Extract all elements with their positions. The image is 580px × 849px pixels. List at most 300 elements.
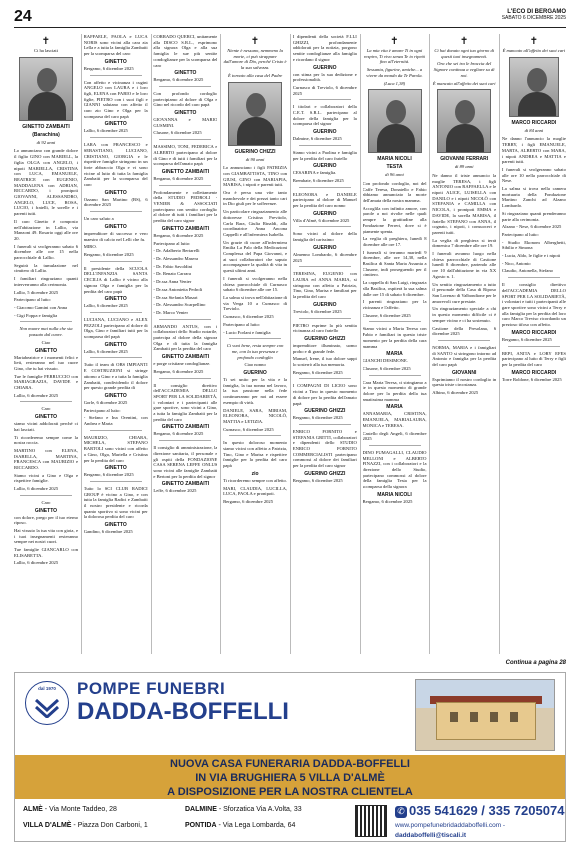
divider <box>299 99 351 100</box>
address-villa-dalme: VILLA D'ALMÈ - Piazza Don Carboni, 1 <box>23 822 148 829</box>
notice-name: GUERINO <box>243 370 267 377</box>
notice-text: - Lucio Forlani e famiglia <box>223 329 271 335</box>
notice-text: Ci vuoi bene, resta sempre con me, con la tua presenza e profondo cordoglio <box>226 343 284 360</box>
deceased-age: di 96 anni <box>385 172 404 178</box>
notice-text: Il consiglio direttivo dell'ACCADEMIA DELLO SPORT PER LA SOLIDARIETÀ, i volontari e i partecipanti alle gare sportive, sono vicini a Gino, a tutta la famiglia Zambaiti per la perdita del caro <box>153 382 218 422</box>
notice-name: GIOVANNI <box>452 369 477 376</box>
notice-text: Ora è persa una vite tanto manchevole e dei prezzi tanto cari in Dio giuli per le sofferenze. <box>223 190 288 207</box>
notice-text: È tornato alla casa del Padre <box>227 72 283 78</box>
qr-code-icon[interactable] <box>355 805 387 837</box>
notice-text: Con profondo cordoglio partecipiamo al dolore di Olga e Gino nel ricordo del caro papà <box>153 90 218 108</box>
notice-text: Partecipano al lutto: <box>83 407 121 413</box>
funeral-ad <box>14 672 566 842</box>
notice-text: Curnasco, 6 dicembre 2025 <box>223 426 274 432</box>
notice-text: Ti ricorderemo sempre con affetto. <box>223 477 288 483</box>
divider <box>159 440 211 441</box>
ad-contacts <box>15 801 565 842</box>
notice-text: con stima per la sua dedizione e professionalità. <box>292 71 357 83</box>
notice-text: - Dr.ssa Anna Venier <box>153 279 192 285</box>
notice-text: con dolore, prego per il tuo eterno riposo. <box>14 514 78 526</box>
notice-text: Ozzano San Martino (BS), 6 dicembre 2025 <box>83 196 148 208</box>
notice-text: Ti ricorderemo sempre come la nostra roccia. <box>14 434 78 446</box>
ad-banner-line: A DISPOSIZIONE PER LA NOSTRA CLIENTELA <box>167 786 413 798</box>
notice-text: ENRICO FORNITO e STEFANIA GRITTI, collaboratori e dipendenti dello STUDIO ENRICO FORNITO COMMERCIALISTI partecipano commossi al dolore dei familiari per la perdita del caro signor <box>292 428 357 469</box>
notice-text: Partecipano al lutto: <box>501 231 539 237</box>
notice-text: Tutto il team di OBS IMPIANTI E COSTRUZIONI si stringe attorno a Gino e a tutta la famiglia Zambaiti, condividendo il dolore per questo grande perdita di <box>83 362 148 391</box>
chevron-logo-icon <box>34 698 60 718</box>
notice-name: GINETTO <box>104 465 127 472</box>
divider <box>90 357 142 358</box>
divider <box>159 139 211 140</box>
divider <box>299 378 351 379</box>
notice-name: GINETTO <box>174 70 197 77</box>
notice-text: Ti sei unito per la vita e la famiglia, la tua nonna nel lavoro, la tua passione nella fede continueranno per noi ad essere esempio di virtù. <box>223 377 288 405</box>
address-dalmine: DALMINE - Sforzatica Via A.Volta, 33 <box>185 806 302 813</box>
notice-text: Bergamo, 6 dicembre 2025 <box>153 175 204 181</box>
notice-name: GINETTO <box>104 296 127 303</box>
notice-text: I dipendenti della società F.LLI GHIZZI, profondamente addolorati per la notizia, porgono sentite condoglianze alla famiglia e ricordano il signor <box>292 34 357 62</box>
portrait-photo <box>368 89 422 153</box>
ad-brand-line2: DADDA-BOFFELLI <box>77 698 289 725</box>
address-alme: ALMÈ - Via Monte Taddeo, 28 <box>23 806 117 813</box>
notice-text: - Dr.ssa Antonietta Pedroli <box>153 286 203 292</box>
notice-text: Curnasco di Treviolo, 6 dicembre 2025 <box>292 84 357 96</box>
column-separator <box>81 34 82 654</box>
notice-text: La veglia di preghiera si terrà domenica 7 dicembre alle ore 19. <box>432 237 497 249</box>
notice-text: Leffe, 6 dicembre 2025 <box>153 488 197 494</box>
divider <box>369 445 421 446</box>
notice-text: Partecipano al lutto: <box>223 321 261 327</box>
notice-name: GINETTO ZAMBAITI <box>161 481 210 488</box>
notice-text: La salma si trova nella camera mortuaria della Fondazione Martino Zanchi ad Alzano Lombardo. <box>501 186 566 209</box>
notice-name: GINETTO ZAMBAITI <box>161 354 210 361</box>
newspaper-name: L'ECO DI BERGAMO <box>507 9 566 15</box>
notice-name: GUERINO GHIZZI <box>304 408 346 415</box>
notice-text: imprenditore di successo e vero maestro di calcio nel Lelli che fu. <box>83 230 148 242</box>
notice-text: Sono vicini al dolore della famiglia del carissimo <box>292 231 357 243</box>
notice-text: I funerali si svolgeranno sabato 6 dicembre alle ore 15 nella parrocchiale di Lallio. <box>14 243 78 261</box>
notice-text: - Dr. Renato Carrara <box>153 271 191 277</box>
notice-name: GINETTO <box>34 414 58 421</box>
notice-name: GUERINO <box>313 244 337 251</box>
notice-text: LUCIANA, LUCIANO e ALEX PEZZOLI partecipano al dolore di Olga, Gino e familiari tutti per la scomparsa del papà <box>83 316 148 340</box>
deceased-age: di 84 anni <box>524 127 544 133</box>
notice-text: Accoglila con infinito amore, con parole a noi rivolte nelle quali sempre la gratitudine alla Fondazione Ferreri, dove si è piamente spenta. <box>362 205 427 234</box>
notice-text: Albino, 6 dicembre 2025 <box>432 390 479 396</box>
building-window <box>450 712 458 722</box>
obituary-columns <box>14 34 566 654</box>
notice-text: e porge cristiane condoglianze. <box>153 361 211 367</box>
notice-text: Ora che sei tra le braccia del Signore continua a vegliare su di noi. <box>433 61 495 78</box>
column-separator <box>499 34 500 654</box>
notice-text: Profondamente e collettamente della STUDIO PEDROLI - VENIER & ASSOCIATI partecipano con sentito cordoglio al dolore di tutti i familiari per la perdita del caro signor <box>153 189 218 224</box>
notice-text: Lallio, 6 dicembre 2025 <box>83 348 128 354</box>
notice-name: GINETTO <box>104 121 127 128</box>
notice-text: - Dr. Alessandro Masera <box>153 255 199 261</box>
notice-text: Il consiglio di amministrazione, la direzione sanitaria, il personale e gli ospiti della FONDAZIONE CASA SERENA LEFFE ONLUS sono vicini alle famiglie Zambaiti e Bertoni per la perdita del signor <box>153 445 218 479</box>
notice-text: Tue famiglie GIANCARLO con ELISABETTA. <box>14 547 78 558</box>
notice-text: Almenno Lombardo, 6 dicembre 2025 <box>292 251 357 263</box>
notice-text: Bergamo, 6 dicembre 2025 <box>83 472 134 478</box>
deceased-age: di 92 anni <box>36 139 56 145</box>
divider <box>299 145 351 146</box>
notice-text: I funerali avranno luogo nella chiesa parrocchiale di Castione lunedì 8 dicembre, partendo alle ore 10 dall'abitazione in via XX Agosto n. 1. <box>432 251 497 279</box>
ad-brand-line1: POMPE FUNEBRI <box>77 679 226 698</box>
page-header <box>14 8 566 28</box>
divider <box>299 266 351 267</box>
building-window <box>470 712 478 722</box>
notice-text: Siamo vicini a Maria Teresa con Fabio e familiari in questo triste momento per la perdita della cara mamma <box>362 326 427 349</box>
phone-icon: ✆ <box>395 806 407 818</box>
cross-icon: ✝ <box>41 36 51 47</box>
column-separator <box>429 34 430 654</box>
ad-phones: ✆ 035 541629 / 335 7205074 <box>395 803 564 819</box>
divider <box>369 321 421 322</box>
building-window <box>510 712 518 722</box>
page-number: 24 <box>14 8 32 25</box>
notice-text: - Dr. Alessandro Scarpellino <box>153 302 206 308</box>
notice-text: Brembate, 6 dicembre 2025 <box>292 177 344 183</box>
notice-text: MAURIZIO, CHIARA, MICHELA, STEFANO BARTOLI sono vicini con affetto a Gino, Olga, Mariella e Cristina per la perdita del caro <box>83 434 148 463</box>
divider <box>229 435 281 436</box>
notice-text: MARI, CLAUDIA, LUCILLA, LUCA, PAOLA e pronipoti. <box>223 485 288 497</box>
notice-text: I parenti ringraziano per la vicinanza e l'affetto. <box>362 299 427 310</box>
notice-text: Esprimiamo il nostro cordoglio in questa triste circostanza. <box>432 376 497 388</box>
divider <box>90 430 142 431</box>
notice-text: Treviolo, 6 dicembre 2025 <box>292 308 342 314</box>
notice-text: Caro <box>41 406 51 412</box>
notice-text: Lallio, 6 dicembre 2025 <box>14 560 59 566</box>
notice-text: BEPI, ANITA e LORY EFES partecipano al lutto di Terry e figli per la perdita del caro <box>501 350 566 367</box>
notice-text: NORMA, MARIA e i famigliari di SANTO si stringono intorno ad Antonio e famiglia per la perdita del caro papà <box>432 344 497 368</box>
notice-name: GINETTO <box>104 189 127 196</box>
obituary-column <box>502 34 566 654</box>
divider <box>159 86 211 87</box>
notice-text: - Dr. Adalberto Bertarelli <box>153 248 200 254</box>
notice-name: GUERINO GHIZZI <box>304 470 346 477</box>
notice-name: MARIA NICOLI <box>377 491 412 498</box>
cross-icon: ✝ <box>459 36 469 47</box>
deceased-age: di 90 anni <box>245 156 265 162</box>
notice-text: Caro <box>41 499 51 505</box>
notice-name: MARCO RICCARDI <box>511 369 557 376</box>
notice-text: Lallio, 5 dicembre 2025 <box>14 289 59 295</box>
notice-text: Ne danno l'annuncio la moglie TERRY, i figli EMANUELE, MARTA, ALBERTO con MARA, i nipoti ANDREA e MATTIA e parenti tutti. <box>501 136 566 165</box>
notice-text: Bergamo, 6 dicembre 2025 <box>153 77 204 83</box>
divider <box>508 277 560 278</box>
ad-logo <box>25 681 69 725</box>
notice-text: Con profondo cordoglio, noi del Caffe Teresa, Donatello e Fabio abbiamo annunciato la morte dell'amata della nostra mamma. <box>362 180 427 204</box>
divider <box>90 137 142 138</box>
ad-web[interactable]: www.pompefunebridaddaboffelli.com - daddaboffelli@tiscali.it <box>395 822 506 839</box>
divider <box>438 340 490 341</box>
notice-text: Con affetto e vicinanza i cugini ANGELO con LAURA e i loro figli, ELENA con FABIO e le loro figlie, PIETRO con i suoi figli e GIANNI salutano con affetto il caro zio Gino e Olga per la scomparsa del caro papà <box>83 79 148 119</box>
obituary-column <box>293 34 357 654</box>
notice-text: ARMANDO ANTUS, con i collaboratori dello Studio notarile, partecipa al dolore della signora Olga e di tutta la famiglia Zambaiti per la perdita del caro <box>153 323 218 352</box>
deceased-name: GIOVANNI FERRARI <box>440 156 489 163</box>
divider <box>90 312 142 313</box>
divider <box>299 187 351 188</box>
notice-text: Il consiglio direttivo dell'ACCADEMIA DELLO SPORT PER LA SOLIDARIETÀ, i volontari e tutti i partecipanti alle gare sportive sono vicini a Terry e alla famiglia per la perdita del loro caro Marco Treviso ricordando un prezioso tifoso con affetto. <box>501 282 566 328</box>
obituary-column <box>14 34 78 654</box>
ad-email: daddaboffelli@tiscali.it <box>395 832 466 839</box>
notice-text: Un grazie di cuore all'infermiera Emilia La Palo della Medicazioni Complessa del Papa Giovanni, e ai suoi collaboratori che saputo accompagnare la qualità di vita in questi ultimi anni. <box>223 239 288 274</box>
notice-name: GINETTO <box>34 347 58 354</box>
notice-text: Torre Boldone, 6 dicembre 2025 <box>501 376 562 382</box>
column-separator <box>290 34 291 654</box>
notice-text: ELEONORA e DANIELE partecipano al dolore di Manuel per la perdita del caro nonno <box>292 191 357 209</box>
notice-text: I COMPAGNI DI LICEO sono vicini a Tino in questo momento di dolore per la perdita dell'amato papà <box>292 383 357 406</box>
divider <box>159 319 211 320</box>
notice-text: Non muore mai nulla che sia passato dal cuore. <box>19 326 73 338</box>
column-separator <box>220 34 221 654</box>
notice-text: È mancato all'affetto dei suoi cari <box>502 48 566 53</box>
ad-banner-line: IN VIA BRUGHIERA 5 VILLA D'ALMÈ <box>195 772 385 784</box>
divider <box>159 185 211 186</box>
notice-text: TERESINA, EUGENIO con LAURA ed ANNA MARIA, si stringono con affetto a Patrizia, Tino, Gino, Marisa e familiari per la perdita del caro <box>292 271 357 300</box>
notice-text: Hai vissuto la tua vita con gioia, e i tuoi insegnamenti resteranno sempre nei nostri cuori. <box>14 527 78 545</box>
divider <box>90 481 142 482</box>
notice-text: Castello degli Angeli, 6 dicembre 2025 <box>362 430 427 442</box>
notice-text: Clusone, 6 dicembre 2025 <box>362 365 411 371</box>
notice-text: I funerali si svolgeranno nella chiesa parrocchiale di Curnasco sabato 6 dicembre alle ore 15. <box>223 275 288 293</box>
notice-name: GINETTO <box>104 522 127 529</box>
divider <box>20 401 72 402</box>
notice-text: Siamo vicini a Gino e Olga e rispettive famiglie. <box>14 472 78 484</box>
notice-text: Un particolare ringraziamento alle dottoresse Cristina Previtolo, Carla Bara, Giulia Rinaldi, alla coordinatrice Anna Ancona Cappelli e all'infermiera Isabella. <box>223 209 288 237</box>
portrait-photo <box>228 82 282 146</box>
notice-name: GUERINO <box>313 64 337 71</box>
notice-text: I funerali si terranno martedì 9 dicembre, alle ore 14,30, nella Basilica di Santa Maria Assunta a Clusone, indi proseguendo per il cimitero. <box>362 249 427 278</box>
notice-text: Gandino, 6 dicembre 2025 <box>83 529 133 535</box>
notice-text: Lallio, 6 dicembre 2025 <box>83 128 128 134</box>
notice-name: GUERINO <box>313 210 337 217</box>
notice-text: La mia vita è amare Ti in ogni respiro, Ti vivo senza Te io ripetò fino all'eternità. <box>363 48 426 65</box>
notice-text: Partecipano al lutto: <box>14 297 51 303</box>
deceased-name: MARCO RICCARDI <box>511 119 557 126</box>
notice-text: Bergamo, 6 dicembre 2025 <box>292 415 343 421</box>
deceased-name: GUERINO CHIZZI <box>234 148 276 155</box>
notice-text: Il presidente della SCUOLA DELL'INFANZIA SANTA CECILIA di Lallio è vicino alla signora Olga e famiglia per la perdita del caro papà <box>83 265 148 294</box>
notice-text: Cara Maria Teresa, ci stringiamo a te in questo momento di grande dolore per la perdita della tua amatissima mamma <box>362 379 427 402</box>
divider <box>90 75 142 76</box>
notice-text: Un ringraziamento speciale a chi in questo momento difficile ci è sempre vicino e ci ha sostenuto. <box>432 306 497 323</box>
ad-brand <box>77 679 289 725</box>
deceased-name: (Barachina) <box>32 131 60 138</box>
notice-text: Bergamo, 6 dicembre 2025 <box>153 431 204 437</box>
notice-text: Bergamo, 6 dicembre 2025 <box>153 368 204 374</box>
notice-text: Bergamo, 6 dicembre 2025 <box>292 369 343 375</box>
masthead <box>502 9 566 21</box>
portrait-photo <box>509 57 559 117</box>
notice-text: LARA con FRANCESCO e SEBASTIANO, LUCIANO, CRISTIANO, GIORGIA e le rispettive famiglie stringono in un forte abbraccio Olga e vi sono vicine al lutto di tutta la famiglia Zambaiti per la scomparsa del caro <box>83 142 148 188</box>
notice-text: siamo vicini addolorati perché ci hai lasciati. <box>14 421 78 432</box>
cross-icon: ✝ <box>390 36 399 47</box>
notice-text: Mariabeatrice e i momenti felici e lieti, resteranno nel tuo cuore Gino, che tu hai vissuto. <box>14 354 78 371</box>
notice-text: ANNAMARIA, CRISTINA, EMANUELA, MARIALAURA, MONICA e TERESA. <box>362 411 427 428</box>
notice-text: Castione della Presolana, 6 dicembre 2025 <box>432 325 497 337</box>
notice-name: GUERINO <box>313 163 337 170</box>
notice-name: MARIA <box>386 404 403 411</box>
notice-name: GUERINO GHIZZI <box>304 335 346 342</box>
notice-text: Clusone, 6 dicembre 2025 <box>153 130 202 136</box>
notice-text: Ciao <box>41 339 51 345</box>
notice-text: Manuel, Irene, il tuo dolore sappi lo sosterrò alla tua memoria. <box>292 356 357 368</box>
notice-text: Ci ha lasciati <box>34 48 58 53</box>
ad-since: dal 1970 <box>38 686 56 691</box>
notice-text: Lo annunciano con grande dolore il figlio GINO con MARIELL, la figlia OLGA con ANGELO, i nipoti MARIELLA, CRISTINA con LUCA, EMANUELE, BEATRICE con EUGENIO, MADDALENA con ADRIAN, RICCARDO, i pronipoti GIOVANNI, ALESSANDRO, ANGELO, LUCE, ROSA, LUCIO, i fratelli, le sorelle e i parenti tutti. <box>14 148 78 217</box>
notice-text: - Dr.ssa Stefania Masari <box>153 294 198 300</box>
notice-text: Niente è nessuno, nemmeno la morte, ci può strappare dall'amore di Dio, perché Cristo è la sua salvezza. <box>223 48 287 71</box>
divider <box>20 321 72 322</box>
address-pontida: PONTIDA - Via Lega Lombarda, 64 <box>185 822 296 829</box>
notice-text: - Stefano e Ina Orentini, con Andrea e Marta <box>83 415 148 427</box>
obituary-column <box>432 34 496 654</box>
notice-text: MIRO. <box>83 244 97 250</box>
divider <box>508 346 560 347</box>
notice-text: La cappella di San Luigi, ringrazia alla Basilica, ospiterà la sua salma dalle ore 15 di sabato 6 dicembre. <box>362 280 427 297</box>
notice-text: MASSIMO, TONI, FEDERICA e ALBERTO partecipano al dolore di Gino e di tutti i familiari per la scomparsa dell'amato papà <box>153 144 218 167</box>
deceased-name: MARIA NICOLI <box>377 156 412 163</box>
notice-text: Ne danno il triste annuncio la moglie TERESA, i figli ANTONIO con RAFFAELLA e le nipoti ALICE, LUISELLA con DANILO e i nipoti NICOLÒ con STEFANIA e CAMILLA con NICOLA, i pronipoti EMMA e DAVIDE, la sorella MARISA, il fratello STEFANO con ANNA, il cognato, i nipoti, i consuoceri e parenti tutti. <box>432 172 497 235</box>
notice-text: CESARINA e famiglia. <box>292 170 337 176</box>
divider <box>90 261 142 262</box>
notice-name: GINETTO <box>174 110 197 117</box>
cross-icon: ✝ <box>529 36 539 47</box>
notice-text: - Lucia, Aldo, le figlie e i nipoti <box>501 253 561 259</box>
divider <box>299 226 351 227</box>
notice-name: GINETTO <box>34 507 58 514</box>
notice-text: I titolari e collaboratori della C.E.T. S.R.L. partecipano al dolore della famiglia per la scomparsa del signor <box>292 104 357 127</box>
notice-text: GIOVANNA e MARIO GUSMINI. <box>153 117 218 128</box>
notice-text: Un sentito ringraziamento a tutto il personale della Casa di Riposo San Lorenzo di Valbondione per le amorevoli cure prestate. <box>432 281 497 304</box>
notice-text: Dalmine, 6 dicembre 2025 <box>292 136 342 142</box>
notice-text: - Studio Ekonom Alberghetti, Sibilio e Simona <box>501 239 566 251</box>
notice-text: - Dr. Marco Venier <box>153 309 189 315</box>
notice-text: È mancato all'affetto dei suoi cari <box>432 80 496 86</box>
notice-text: I funerali si svolgeranno sabato alle ore 10 nella parrocchiale di Nese. <box>501 166 566 184</box>
ad-banner-line: NUOVA CASA FUNERARIA DADDA-BOFFELLI <box>170 758 410 770</box>
notice-text: Lallio, 6 dicembre 2025 <box>83 303 128 309</box>
notice-text: Bergamo, 6 dicembre 2025 <box>223 498 274 504</box>
notice-text: Sessanta, figurine, amiche... a vivere da mondo da Te Parola. <box>366 67 423 78</box>
notice-text: Lo annunciano i figli PATRIZIA con GIAMBATTISTA, TINO con GIUSI, GINO con MARIAPIA, MARISA, i nipoti e parenti tutti. <box>223 165 288 188</box>
notice-name: GINETTO <box>104 392 127 399</box>
notice-text: La veglia di preghiera, lunedì 8 dicembre alle ore 17. <box>362 236 427 247</box>
notice-name: GUERINO <box>313 301 337 308</box>
notice-text: Gorle, 6 dicembre 2025 <box>83 399 128 405</box>
notice-text: Ci hai donato ogni tuo giorno di questi tuoi insegnamenti. <box>434 48 495 59</box>
continue-note: Continua a pagina 28 <box>505 660 566 666</box>
notice-text: Bergamo, 6 dicembre 2025 <box>83 251 134 257</box>
deceased-name: GINETTO ZAMBAITI <box>22 123 70 130</box>
divider <box>299 318 351 319</box>
notice-text: - Gigi Foppa e famiglia <box>14 312 58 318</box>
deceased-name: TESTA <box>386 164 403 171</box>
notice-text: Alzano - Nese, 6 dicembre 2025 <box>501 224 562 230</box>
notice-name: GINETTO ZAMBAITI <box>161 168 210 175</box>
notice-text: Partecipano al lutto: <box>153 240 191 246</box>
portrait-photo <box>437 89 491 153</box>
notice-text: Claudio, Antonella, Stefano <box>501 268 553 274</box>
notice-text: Clusone, 6 dicembre 2025 <box>362 312 411 318</box>
obituary-column <box>84 34 148 654</box>
notice-name: GINETTO ZAMBAITI <box>161 225 210 232</box>
notice-name: GINETTO <box>104 58 127 65</box>
notice-text: Un caro saluto a <box>83 216 114 222</box>
notice-name: GUERINO <box>313 129 337 136</box>
column-separator <box>151 34 152 654</box>
ad-banner <box>15 755 565 799</box>
notice-text: Bergamo, 6 dicembre 2025 <box>153 232 204 238</box>
notice-text: Tutto lo SCI CLUB RADICI GROUP è vicino a Gino, e con tutta la famiglia Radici e Zambaiti il nostro presidente e ricorda quanto sportivo si sono vicini per la dolorosa perdita del caro <box>83 485 148 520</box>
notice-name: GINETTO ZAMBAITI <box>161 424 210 431</box>
funeral-home-photo <box>415 679 555 751</box>
notice-text: Il caro Ginetto è composto nell'abitazione in Lallio, via Manzoni 49. Rosario oggi alle ore 20. <box>14 218 78 241</box>
notice-name: zio <box>251 470 259 477</box>
notice-text: Bergamo, 6 dicembre 2025 <box>362 498 413 504</box>
notice-text: Siamo vicini a Paolina e famiglia per la perdita del caro fratello <box>292 149 357 161</box>
notice-text: Tue le famiglie FERRUCCIO con MARIAGRAZIA, DAVIDE e CHIARA. <box>14 373 78 391</box>
divider <box>229 338 281 339</box>
obituary-column <box>153 34 217 654</box>
divider <box>20 495 72 496</box>
notice-text: DANIELE, SARA, MIRIAM, ELEONORA, NICOLÒ, MATTIA e LETIZIA. <box>223 407 288 424</box>
notice-text: Bergamo, 6 dicembre 2025 <box>83 65 134 71</box>
notice-text: Ciao nonno <box>244 362 266 368</box>
notice-name: MARIA <box>386 351 403 358</box>
notice-text: Villa d'Almè, 6 dicembre 2025 <box>292 217 350 223</box>
notice-text: - Dr. Fabio Savoldini <box>153 263 193 269</box>
obituary-column <box>223 34 287 654</box>
divider <box>369 375 421 376</box>
building-window <box>490 712 498 722</box>
notice-text: - Nico, Antonio <box>501 260 531 266</box>
notice-text: La salma si trova nell'abitazione di via Verga 10 a Curnasco di Treviolo. <box>223 294 288 312</box>
notice-text: I familiari ringraziano quanti interverranno alla cerimonia. <box>14 276 78 287</box>
portrait-photo <box>19 57 73 121</box>
notice-text: Bergamo, 6 dicembre 2025 <box>501 336 552 342</box>
notice-text: PIETRO esprime la più sentita vicinanza al caro fratello <box>292 322 357 334</box>
issue-date: SABATO 6 DICEMBRE 2025 <box>501 15 566 21</box>
cross-icon: ✝ <box>250 36 260 47</box>
ad-website: www.pompefunebridaddaboffelli.com <box>395 822 502 829</box>
notice-text: imprenditore illuminato, uomo probo e di grande fede. <box>292 342 357 354</box>
divider <box>90 211 142 212</box>
divider <box>299 424 351 425</box>
notice-name: MARCO RICCARDI <box>511 329 557 336</box>
notice-text: CORRADO QUERCI, unitamente alla DISCO S.R.L., esprimono alla signora Olga e alla sua famiglia le sue più sentite condoglianze per la scomparsa del caro <box>153 34 218 68</box>
notice-text: Bergamo, 6 dicembre 2025 <box>292 477 343 483</box>
notice-text: Si ringraziano quanti prenderanno parte alla cerimonia. <box>501 210 566 222</box>
divider <box>159 378 211 379</box>
notice-text: RAFFAELE, PAOLA e LUCA NORIS sono vicini alla cara zia Lella e a tutta la famiglia Zambaiti per la scomparsa del caro <box>83 34 148 57</box>
deceased-age: di 89 anni <box>454 164 474 170</box>
column-separator <box>360 34 361 654</box>
notice-text: DINO FUMAGALLI, CLAUDIO MELLONI e ALBERTO FINAZZI, con i collaboratori e la direzione dello Studio, partecipano commossi al dolore della famiglia Testa per la scomparsa della signora <box>362 449 427 490</box>
notice-name: GINETTO <box>104 223 127 230</box>
notice-text: (Luca 1,38) <box>383 80 406 86</box>
notice-text: In questo doloroso momento siamo vicini con affetto a Patrizia, Tino, Gino e Marisa e rispettive famiglie per la perdita del caro papà <box>223 440 288 469</box>
notice-text: Curnasco, 6 dicembre 2025 <box>223 314 274 320</box>
notice-name: GINETTO <box>104 341 127 348</box>
obituary-column <box>363 34 427 654</box>
notice-text: GIANCHI DESIMONE. <box>362 358 408 364</box>
notice-text: - Giacomo Gamini con Anna <box>14 304 68 310</box>
notice-text: Lallio, 6 dicembre 2025 <box>14 392 59 398</box>
notice-text: Seguirà la tumulazione nel cimitero di Lallio. <box>14 262 78 274</box>
notice-text: MARTINO con ELENA, ISABELLA, MARTINA, FRANCESCA con MAURIZIO e RICCARDO. <box>14 447 78 471</box>
